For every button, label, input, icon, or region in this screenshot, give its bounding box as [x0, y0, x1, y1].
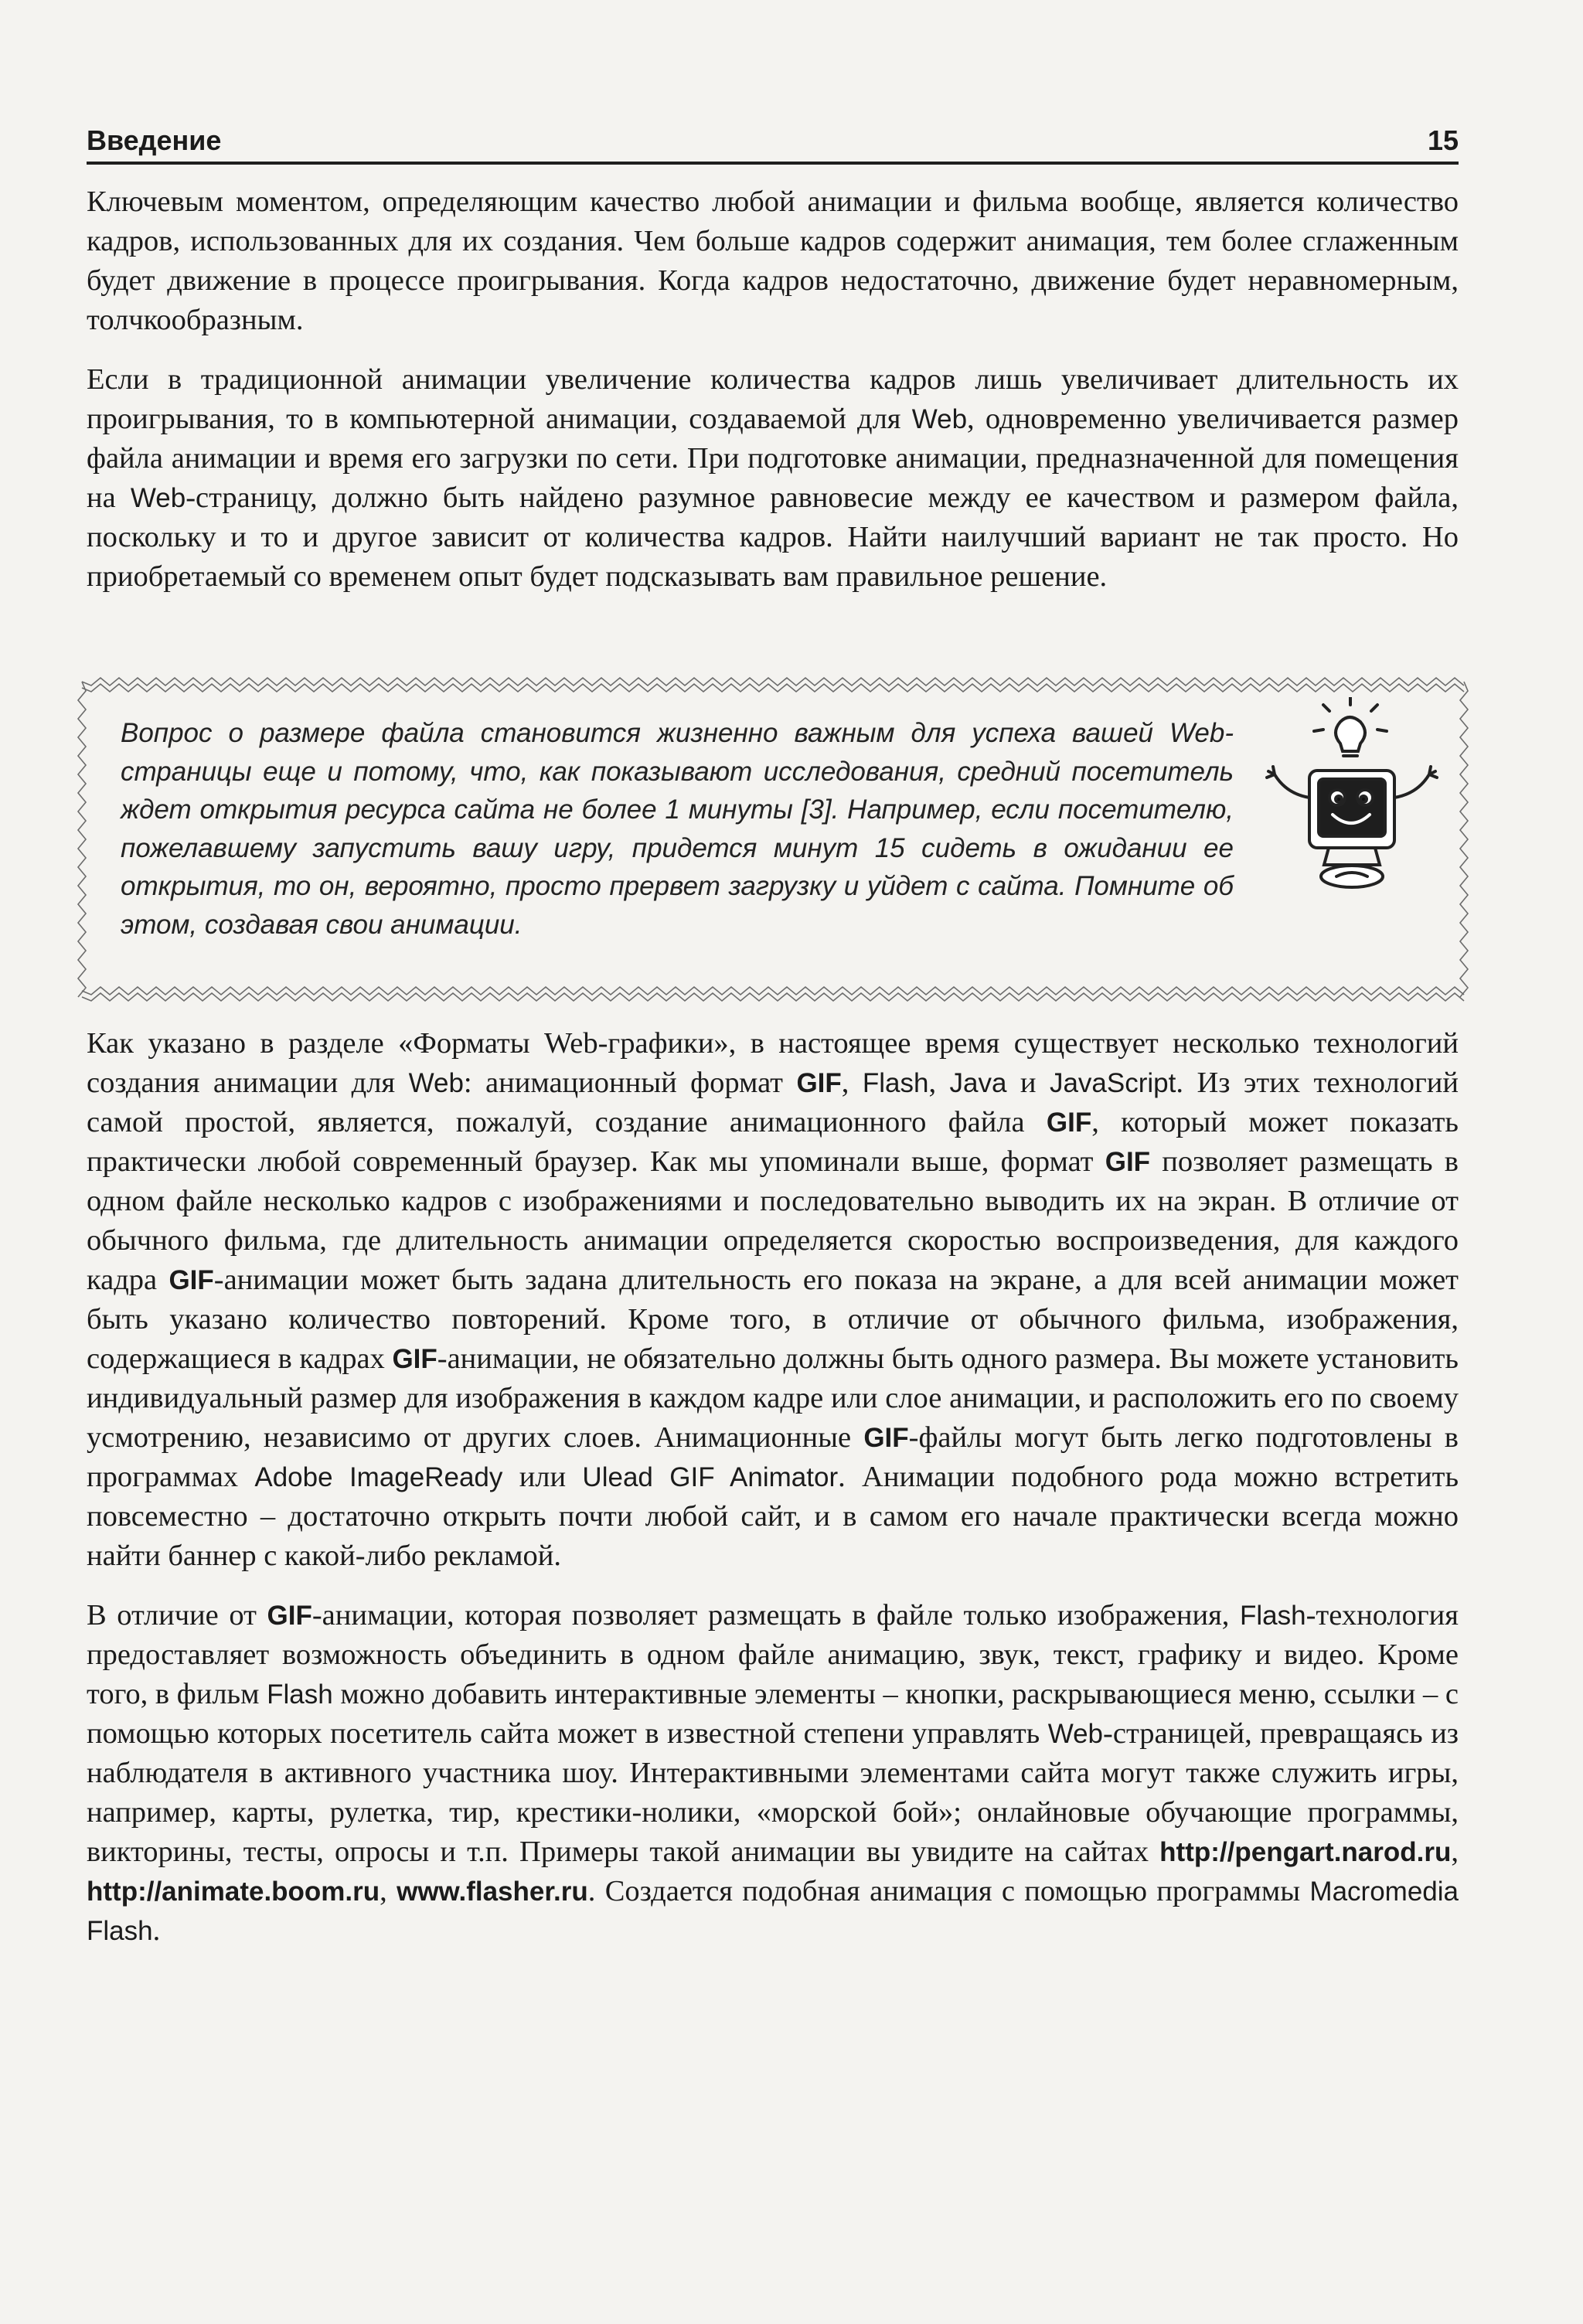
zigzag-border-line	[82, 684, 1464, 692]
zigzag-border-line	[1460, 682, 1468, 997]
zigzag-border-line	[78, 682, 86, 997]
note-text: Вопрос о размере файла становится жизненно важным для успеха вашей Web-страницы еще и потому, что, как показывают исследования, средний посетитель ждет открытия ресурса сайта не более 1 минуты [3]. Например, если посетителю, пожелавшему запустить вашу игру, придется минут 15 сидеть в ожидании ее открытия, то он, вероятно, просто прервет загрузку и уйдет с сайта. Помните об этом, создавая свои анимации.	[121, 718, 1234, 940]
paragraph-4: В отличие от GIF-анимации, которая позволяет размещать в файле только изображения, Flash-технология предоставляет возможность объединить в одном файле анимацию, звук, текст, графику и видео. Кроме того, в фильм Flash можно добавить интерактивные элементы – кнопки, раскрывающиеся меню, ссылки – с помощью которых посетитель сайта может в известной степени управлять Web-страницей, превращаясь из наблюдателя в активного участника шоу. Интерактивными элементами сайта могут также служить игры, например, карты, рулетка, тир, крестики-нолики, «морской бой»; онлайновые обучающие программы, викторины, тесты, опросы и т.п. Примеры такой анимации вы увидите на сайтах http://pengart.narod.ru, http://animate.boom.ru, www.flasher.ru. Создается подобная анимация с помощью программы Macromedia Flash.	[87, 1599, 1459, 1947]
link-flasher[interactable]: www.flasher.ru	[397, 1877, 588, 1907]
upper-text	[87, 182, 1459, 617]
section-title: Введение	[87, 124, 222, 156]
lower-text	[87, 1024, 1459, 1971]
running-header	[87, 120, 1459, 165]
link-pengart[interactable]: http://pengart.narod.ru	[1159, 1837, 1452, 1867]
monitor-mascot-lightbulb-icon	[1255, 697, 1449, 898]
paragraph-3: Как указано в разделе «Форматы Web-графики», в настоящее время существует несколько технологий создания анимации для Web: анимационный формат GIF, Flash, Java и JavaScript. Из этих технологий самой простой, является, пожалуй, создание анимационного файла GIF, который может показать практически любой современный браузер. Как мы упоминали выше, формат GIF позволяет размещать в одном файле несколько кадров с изображениями и последовательно выводить их на экран. В отличие от обычного фильма, где длительность анимации определяется скоростью воспроизведения, для каждого кадра GIF-анимации может быть задана длительность его показа на экране, а для всей анимации может быть указано количество повторений. Кроме того, в отличие от обычного фильма, изображения, содержащиеся в кадрах GIF-анимации, не обязательно должны быть одного размера. Вы можете установить индивидуальный размер для изображения в каждом кадре или слое анимации, и расположить его по своему усмотрению, независимо от других слоев. Анимационные GIF-файлы могут быть легко подготовлены в программах Adobe ImageReady или Ulead GIF Animator. Анимации подобного рода можно встретить повсеместно – достаточно открыть почти любой сайт, и в самом его начале практически всегда можно найти баннер с какой-либо рекламой.	[87, 1027, 1459, 1572]
paragraph-2: Если в традиционной анимации увеличение количества кадров лишь увеличивает длительность их проигрывания, то в компьютерной анимации, создаваемой для Web, одновременно увеличивается размер файла анимации и время его загрузки по сети. При подготовке анимации, предназначенной для помещения на Web-страницу, должно быть найдено разумное равновесие между ее качеством и размером файла, поскольку и то и другое зависит от количества кадров. Найти наилучший вариант не так просто. Но приобретаемый со временем опыт будет подсказывать вам правильное решение.	[87, 363, 1459, 593]
zigzag-border-line	[82, 678, 1464, 686]
note-box	[74, 674, 1472, 1005]
paragraph-1: Ключевым моментом, определяющим качество любой анимации и фильма вообще, является количество кадров, использованных для их создания. Чем больше кадров содержит анимация, тем более сглаженным будет движение в процессе проигрывания. Когда кадров недостаточно, движение будет неравномерным, толчкообразным.	[87, 185, 1459, 336]
zigzag-border-line	[82, 987, 1464, 995]
zigzag-border-line	[82, 993, 1464, 1001]
page-number: 15	[1427, 124, 1459, 156]
link-animate[interactable]: http://animate.boom.ru	[87, 1877, 380, 1907]
